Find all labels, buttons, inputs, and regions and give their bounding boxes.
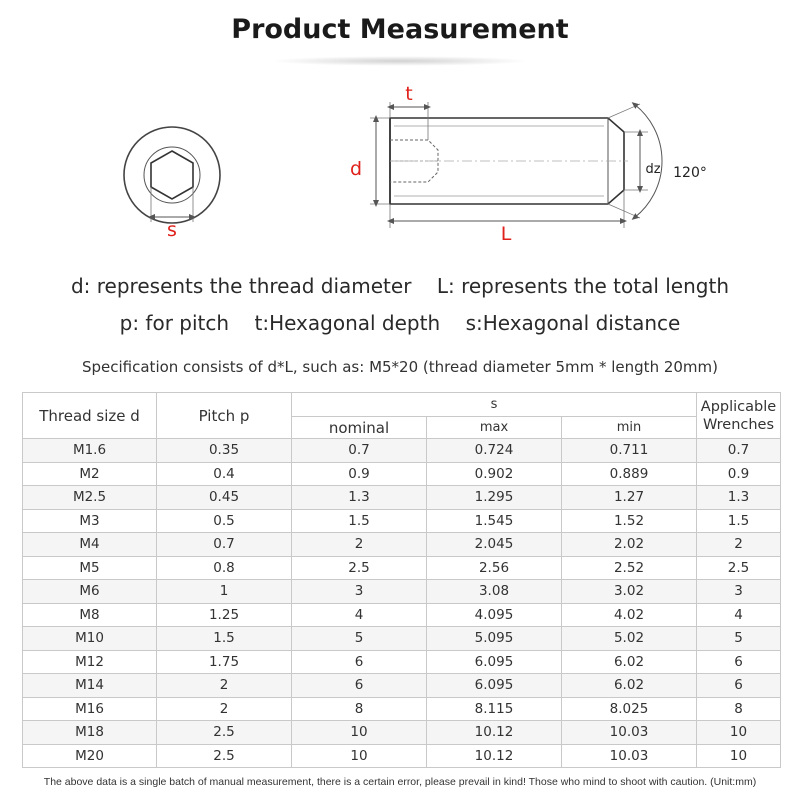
cell-applicable-wrench: 3 bbox=[697, 580, 781, 604]
cell-s-max: 1.545 bbox=[427, 509, 562, 533]
specification-table-wrapper bbox=[22, 392, 780, 768]
cell-s-min: 1.27 bbox=[562, 486, 697, 510]
cell-s-nominal: 0.7 bbox=[292, 439, 427, 463]
cell-s-nominal: 8 bbox=[292, 697, 427, 721]
cell-applicable-wrench: 4 bbox=[697, 603, 781, 627]
table-row bbox=[23, 744, 781, 768]
cell-s-max: 10.12 bbox=[427, 721, 562, 745]
description-line-2: p: for pitch t:Hexagonal depth s:Hexagonal distance bbox=[119, 311, 681, 335]
cell-thread-size: M20 bbox=[23, 744, 157, 768]
label-dz: dz bbox=[645, 162, 661, 177]
cell-pitch: 0.45 bbox=[157, 486, 292, 510]
cell-s-nominal: 3 bbox=[292, 580, 427, 604]
cell-pitch: 1.5 bbox=[157, 627, 292, 651]
cell-s-max: 0.902 bbox=[427, 462, 562, 486]
cell-s-nominal: 1.3 bbox=[292, 486, 427, 510]
cell-s-min: 8.025 bbox=[562, 697, 697, 721]
specification-table bbox=[22, 392, 781, 768]
table-body bbox=[23, 439, 781, 768]
cell-s-max: 10.12 bbox=[427, 744, 562, 768]
cell-s-min: 1.52 bbox=[562, 509, 697, 533]
label-t: t bbox=[405, 83, 413, 105]
cell-thread-size: M2 bbox=[23, 462, 157, 486]
cell-s-nominal: 2 bbox=[292, 533, 427, 557]
cell-s-min: 2.52 bbox=[562, 556, 697, 580]
footnote: The above data is a single batch of manual measurement, there is a certain error, please prevail in kind! Those who mind to shoot with caution. (Unit:mm) bbox=[43, 776, 757, 788]
cell-pitch: 2 bbox=[157, 697, 292, 721]
cell-applicable-wrench: 0.7 bbox=[697, 439, 781, 463]
cell-applicable-wrench: 10 bbox=[697, 721, 781, 745]
cell-applicable-wrench: 8 bbox=[697, 697, 781, 721]
cell-s-max: 5.095 bbox=[427, 627, 562, 651]
cell-s-nominal: 10 bbox=[292, 721, 427, 745]
cell-applicable-wrench: 2.5 bbox=[697, 556, 781, 580]
cell-thread-size: M18 bbox=[23, 721, 157, 745]
cell-s-max: 2.56 bbox=[427, 556, 562, 580]
cell-thread-size: M2.5 bbox=[23, 486, 157, 510]
cell-applicable-wrench: 10 bbox=[697, 744, 781, 768]
description-line-1: d: represents the thread diameter L: represents the total length bbox=[70, 274, 730, 298]
cell-s-min: 0.889 bbox=[562, 462, 697, 486]
cell-s-nominal: 2.5 bbox=[292, 556, 427, 580]
cell-s-nominal: 10 bbox=[292, 744, 427, 768]
cell-s-nominal: 5 bbox=[292, 627, 427, 651]
header-thread-size: Thread size d bbox=[23, 393, 157, 439]
cell-pitch: 1.75 bbox=[157, 650, 292, 674]
cell-s-nominal: 6 bbox=[292, 650, 427, 674]
label-d: d bbox=[349, 158, 363, 180]
cell-s-max: 6.095 bbox=[427, 674, 562, 698]
cell-thread-size: M14 bbox=[23, 674, 157, 698]
title-underline-shadow bbox=[270, 56, 530, 66]
cell-pitch: 2 bbox=[157, 674, 292, 698]
table-row bbox=[23, 509, 781, 533]
end-view bbox=[124, 127, 220, 241]
label-s: s bbox=[167, 219, 177, 241]
header-applicable-wrenches: Applicable Wrenches bbox=[697, 393, 781, 439]
header-pitch: Pitch p bbox=[157, 393, 292, 439]
table-row bbox=[23, 603, 781, 627]
cell-pitch: 1 bbox=[157, 580, 292, 604]
cell-applicable-wrench: 2 bbox=[697, 533, 781, 557]
cell-applicable-wrench: 5 bbox=[697, 627, 781, 651]
cell-s-max: 0.724 bbox=[427, 439, 562, 463]
table-row bbox=[23, 533, 781, 557]
table-row bbox=[23, 721, 781, 745]
header-max: max bbox=[427, 417, 562, 439]
table-row bbox=[23, 462, 781, 486]
cell-s-max: 4.095 bbox=[427, 603, 562, 627]
table-row bbox=[23, 580, 781, 604]
cell-thread-size: M3 bbox=[23, 509, 157, 533]
cell-s-min: 6.02 bbox=[562, 674, 697, 698]
header-s-group: s bbox=[292, 393, 697, 417]
table-row bbox=[23, 674, 781, 698]
cell-pitch: 1.25 bbox=[157, 603, 292, 627]
cell-s-min: 0.711 bbox=[562, 439, 697, 463]
label-L: L bbox=[500, 223, 512, 245]
cell-thread-size: M8 bbox=[23, 603, 157, 627]
cell-thread-size: M12 bbox=[23, 650, 157, 674]
cell-thread-size: M10 bbox=[23, 627, 157, 651]
page-title: Product Measurement bbox=[231, 14, 569, 45]
cell-thread-size: M4 bbox=[23, 533, 157, 557]
table-row bbox=[23, 697, 781, 721]
cell-thread-size: M6 bbox=[23, 580, 157, 604]
cell-applicable-wrench: 1.3 bbox=[697, 486, 781, 510]
cell-pitch: 0.35 bbox=[157, 439, 292, 463]
cell-s-max: 2.045 bbox=[427, 533, 562, 557]
label-angle: 120° bbox=[673, 165, 707, 181]
cell-s-min: 2.02 bbox=[562, 533, 697, 557]
hexagon-socket bbox=[151, 151, 193, 199]
header-nominal: nominal bbox=[292, 417, 427, 439]
cell-s-max: 3.08 bbox=[427, 580, 562, 604]
cell-s-nominal: 6 bbox=[292, 674, 427, 698]
table-row bbox=[23, 650, 781, 674]
cell-applicable-wrench: 6 bbox=[697, 674, 781, 698]
table-row bbox=[23, 486, 781, 510]
cell-thread-size: M5 bbox=[23, 556, 157, 580]
cell-s-min: 10.03 bbox=[562, 744, 697, 768]
cell-thread-size: M16 bbox=[23, 697, 157, 721]
cell-s-min: 5.02 bbox=[562, 627, 697, 651]
cell-pitch: 2.5 bbox=[157, 721, 292, 745]
cell-s-min: 4.02 bbox=[562, 603, 697, 627]
cell-s-min: 3.02 bbox=[562, 580, 697, 604]
side-view bbox=[350, 83, 707, 245]
cell-pitch: 0.5 bbox=[157, 509, 292, 533]
cell-pitch: 2.5 bbox=[157, 744, 292, 768]
cell-s-nominal: 4 bbox=[292, 603, 427, 627]
cell-s-nominal: 1.5 bbox=[292, 509, 427, 533]
table-row bbox=[23, 556, 781, 580]
specification-note: Specification consists of d*L, such as: M5*20 (thread diameter 5mm * length 20mm) bbox=[81, 358, 719, 376]
cell-pitch: 0.8 bbox=[157, 556, 292, 580]
table-row bbox=[23, 439, 781, 463]
cell-applicable-wrench: 6 bbox=[697, 650, 781, 674]
cell-s-min: 6.02 bbox=[562, 650, 697, 674]
cell-pitch: 0.7 bbox=[157, 533, 292, 557]
cell-s-max: 6.095 bbox=[427, 650, 562, 674]
header-min: min bbox=[562, 417, 697, 439]
cell-applicable-wrench: 1.5 bbox=[697, 509, 781, 533]
cell-s-nominal: 0.9 bbox=[292, 462, 427, 486]
set-screw-diagram bbox=[0, 80, 800, 250]
table-row bbox=[23, 627, 781, 651]
cell-thread-size: M1.6 bbox=[23, 439, 157, 463]
cell-s-max: 1.295 bbox=[427, 486, 562, 510]
cell-pitch: 0.4 bbox=[157, 462, 292, 486]
cell-applicable-wrench: 0.9 bbox=[697, 462, 781, 486]
cell-s-min: 10.03 bbox=[562, 721, 697, 745]
cell-s-max: 8.115 bbox=[427, 697, 562, 721]
